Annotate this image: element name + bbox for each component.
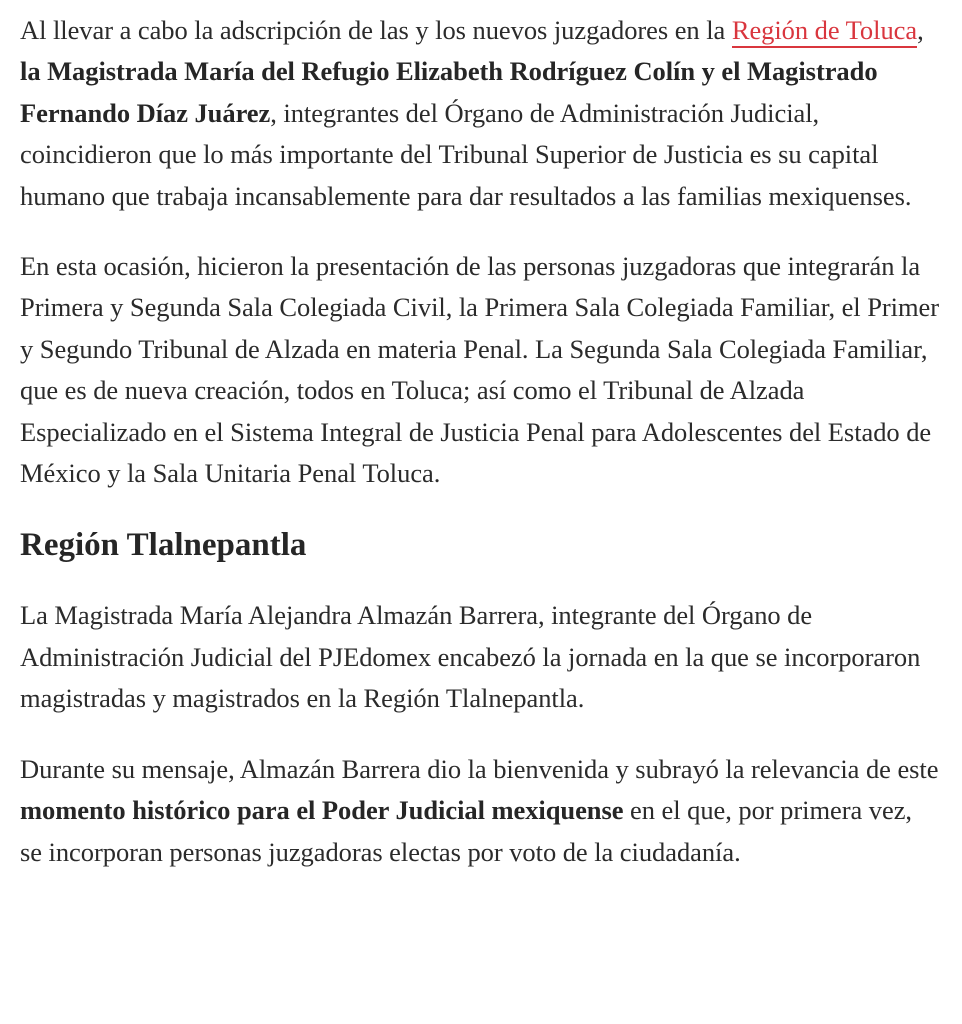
paragraph-toluca-adscription: [20, 10, 940, 217]
paragraph-text: en el que, por primera vez, se incorporan personas juzgadoras electas por voto de la ciudadanía.: [20, 795, 912, 867]
paragraph-text: En esta ocasión, hicieron la presentación de las personas juzgadoras que integrarán la Primera y Segunda Sala Colegiada Civil, la Primera Sala Colegiada Familiar, el Primer y Segundo Tribunal de Alzada en materia Penal. La Segunda Sala Colegiada Familiar, que es de nueva creación, todos en Toluca; así como el Tribunal de Alzada Especializado en el Sistema Integral de Justicia Penal para Adolescentes del Estado de México y la Sala Unitaria Penal Toluca.: [20, 251, 940, 489]
paragraph-separator: ,: [917, 15, 924, 45]
historic-moment-bold: momento histórico para el Poder Judicial mexiquense: [20, 795, 624, 826]
paragraph-tlalnepantla-jornada: [20, 595, 940, 719]
paragraph-almazan-message: [20, 749, 940, 873]
article-body: [20, 10, 940, 902]
paragraph-text: Al llevar a cabo la adscripción de las y los nuevos juzgadores en la: [20, 15, 732, 45]
paragraph-text: , integrantes del Órgano de Administración Judicial, coincidieron que lo más importante del Tribunal Superior de Justicia es su capital humano que trabaja incansablemente para dar resultados a las familias mexiquenses.: [20, 97, 912, 211]
paragraph-toluca-presentation: [20, 246, 940, 494]
paragraph-text: Durante su mensaje, Almazán Barrera dio la bienvenida y subrayó la relevancia de este: [20, 753, 939, 784]
magistrates-names-bold: la Magistrada María del Refugio Elizabeth Rodríguez Colín y el Magistrado Fernando Díaz Juárez: [20, 56, 878, 128]
paragraph-text: La Magistrada María Alejandra Almazán Barrera, integrante del Órgano de Administración Judicial del PJEdomex encabezó la jornada en la que se incorporaron magistradas y magistrados en la Región Tlalnepantla.: [20, 600, 921, 714]
section-heading-tlalnepantla: Región Tlalnepantla: [20, 527, 307, 564]
region-toluca-link[interactable]: Región de Toluca: [732, 15, 917, 48]
